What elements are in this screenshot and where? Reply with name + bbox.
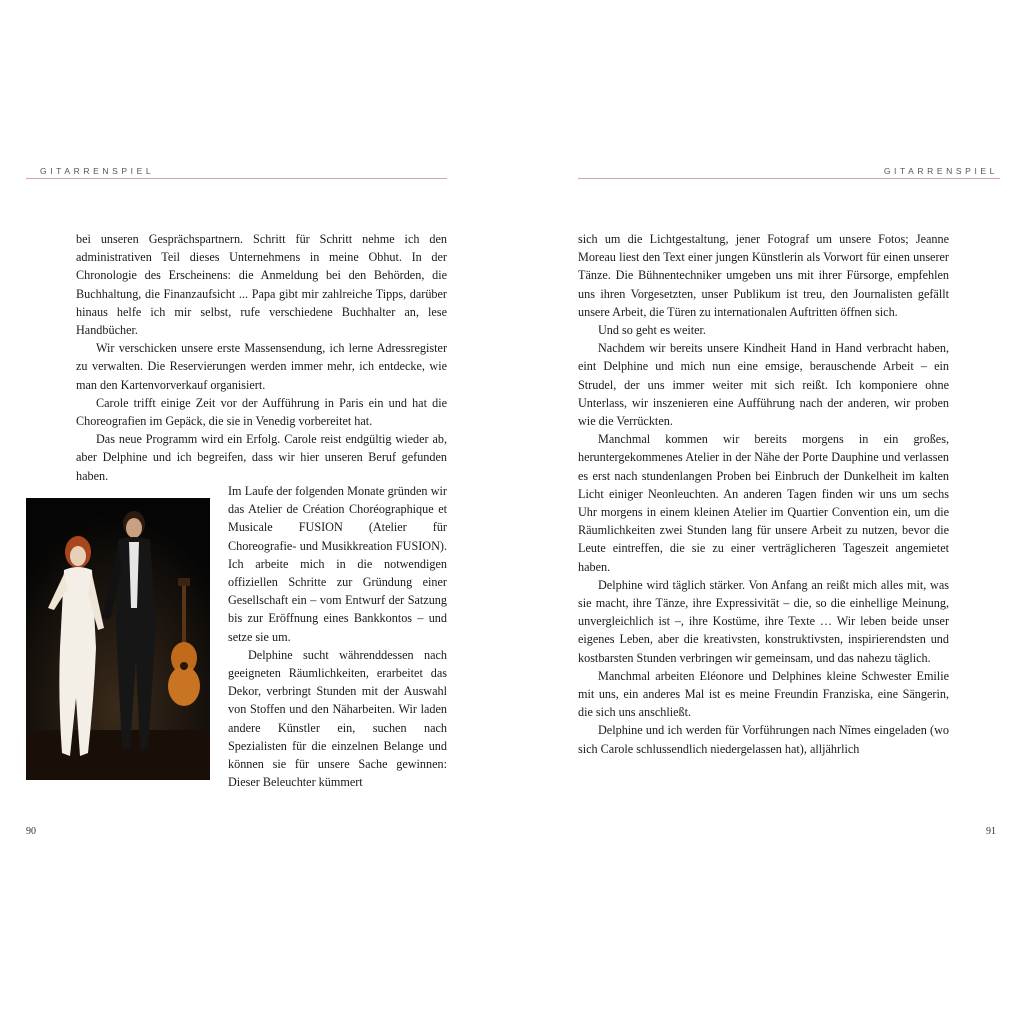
right-page [512,0,1024,1024]
body-text [578,230,949,758]
body-text-top [76,230,447,485]
paragraph: Delphine und ich werden für Vorführungen nach Nîmes eingeladen (wo sich Carole schlussendlich niedergelassen hat), alljährlich [578,723,949,756]
paragraph: Das neue Programm wird ein Erfolg. Carole reist endgültig wieder ab, aber Delphine und ich begreifen, dass wir hier unseren Beruf gefunden haben. [76,432,447,483]
header-rule [26,178,447,179]
body-text-beside-photo [228,482,447,791]
paragraph: bei unseren Gesprächspartnern. Schritt für Schritt nehme ich den administrativen Teil dieses Unternehmens in meine Obhut. In der Chronologie des Erscheinens: die Anmeldung bei den Behörden, die Buchhaltung, die Finanzaufsicht ... Papa gibt mir zahlreiche Tipps, darüber hinaus helfe ich mir selbst, rufe verschiedene Buchhalter an, lese Handbücher. [76,232,447,338]
paragraph: Wir verschicken unsere erste Massensendung, ich lerne Adressregister zu verwalten. Die Reservierungen werden immer mehr, ich entdecke, wie man den Kartenvorverkauf organisiert. [76,341,447,392]
running-head: GITARRENSPIEL [40,166,155,176]
paragraph: Delphine sucht währenddessen nach geeigneten Räumlichkeiten, erarbeitet das Dekor, verbringt Stunden mit der Auswahl von Stoffen und den Näharbeiten. Wir laden andere Künstler ein, suchen nach Spezialisten für die einzelnen Belange und können sie für unsere Sache gewinnen: Dieser Beleuchter kümmert [228,647,447,790]
page-number: 91 [986,826,996,837]
running-head: GITARRENSPIEL [883,166,998,176]
paragraph: Manchmal kommen wir bereits morgens in ein großes, heruntergekommenes Atelier in der Nähe der Porte Dauphine und verlassen es erst nach stundenlangen Proben bei Einbruch der Dunkelheit im kalten Licht einiger Neonleuchten. An anderen Tagen finden wir uns um sechs Uhr morgens in einem kleinen Atelier im Quartier Convention ein, um die Räumlichkeiten zwei Stunden lang für unsere Arbeit zu nutzen, bevor die Leute eintreffen, die sie zu einer verträglicheren Tageszeit angemietet haben. [578,432,949,574]
header-rule [578,178,1000,179]
page-number: 90 [26,826,36,837]
paragraph: sich um die Lichtgestaltung, jener Fotograf um unsere Fotos; Jeanne Moreau liest den Text einer jungen Künstlerin als Vorwort für einen unserer Tänze. Die Bühnentechniker umgeben uns mit ihrer Fürsorge, empfehlen uns ihren Vorgesetzten, unser Publikum ist treu, den Journalisten gefällt unsere Arbeit, die Türen zu internationalen Auftritten öffnen sich. [578,232,949,319]
paragraph: Carole trifft einige Zeit vor der Aufführung in Paris ein und hat die Choreografien im Gepäck, die sie in Venedig vorbereitet hat. [76,395,447,429]
paragraph: Manchmal arbeiten Eléonore und Delphines kleine Schwester Emilie mit uns, ein anderes Mal ist es meine Freundin Franziska, eine Sängerin, die sich uns anschließt. [578,668,949,720]
paragraph: Und so geht es weiter. [598,323,706,338]
performance-photo [26,498,210,780]
paragraph: Delphine wird täglich stärker. Von Anfang an reißt mich alles mit, was sie macht, ihre Tänze, ihre Expressivität – die, so die einhellige Meinung, unvergleichlich ist –, ihre Kostüme, ihre Texte … Wir leben beide unser eigenes Leben, aber die kreativsten, konstruktivsten, inspirierendsten und kostbarsten Stunden verbringen wir gemeinsam, und das nahezu täglich. [578,577,949,665]
paragraph: Nachdem wir bereits unsere Kindheit Hand in Hand verbracht haben, eint Delphine und mich nun eine emsige, berauschende Arbeit – ein Strudel, der uns immer weiter mit sich reißt. Ich komponiere ohne Unterlass, wir inszenieren eine Aufführung nach der anderen, wir proben wie die Verrückten. [578,341,949,429]
paragraph: Im Laufe der folgenden Monate gründen wir das Atelier de Création Choréographique et Musicale FUSION (Atelier für Choreografie- und Musikkreation FUSION). Ich arbeite mich in die notwendigen offiziellen Schritte zur Gründung einer Gesellschaft ein – vom Entwurf der Satzung bis zur Eröffnung eines Bankkontos – und setze sie um. [228,484,447,644]
